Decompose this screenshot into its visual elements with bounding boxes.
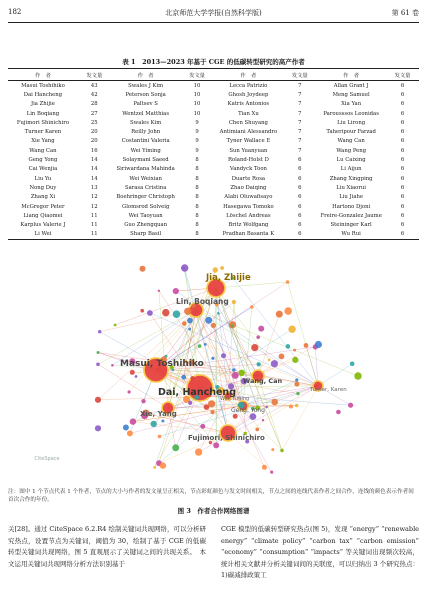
author-name-cell: Boehringer Christoph bbox=[116, 194, 175, 201]
network-node bbox=[95, 425, 101, 431]
network-node bbox=[258, 326, 264, 332]
network-node bbox=[232, 368, 236, 372]
author-name-cell: Glomsrod Solveig bbox=[121, 203, 170, 210]
network-node bbox=[204, 404, 210, 410]
table-header-row bbox=[8, 69, 419, 81]
author-name-cell: Katris Antonios bbox=[227, 101, 270, 108]
network-node bbox=[198, 344, 202, 348]
author-name-cell: Lu Caixing bbox=[336, 157, 366, 164]
network-node bbox=[195, 448, 202, 455]
paper-count-cell: 7 bbox=[298, 119, 302, 126]
figure-caption: 图 3 作者合作网络图谱 bbox=[177, 507, 250, 515]
paper-count-cell: 6 bbox=[400, 101, 405, 108]
author-name-cell: Wang Peng bbox=[336, 147, 367, 154]
table-row bbox=[8, 127, 419, 136]
network-node bbox=[232, 372, 239, 379]
author-name-cell: Löschel Andreas bbox=[226, 212, 271, 219]
paper-count-cell: 6 bbox=[400, 129, 405, 136]
table-row bbox=[8, 155, 419, 164]
author-name-cell: Reilly John bbox=[131, 129, 161, 136]
author-name-cell: Wei Yiming bbox=[130, 147, 161, 154]
table-row bbox=[8, 165, 419, 174]
author-name-cell: Chen Shuyang bbox=[228, 119, 268, 126]
paper-count-cell: 8 bbox=[195, 231, 199, 238]
network-node bbox=[130, 418, 136, 424]
author-name-cell: Zhao Daiqing bbox=[230, 184, 267, 191]
body-column-left: 关[28]。通过 CiteSpace 6.2.R4 绘制关键词共现网络，可以分析研究热点，设置节点为关键词，阈值为 30，绘制了基于 CGE 的低碳转型关键词共现网络，图 5 直观展示了关键词之间的共现关系。 本文运用关键词共现网络分析方法识别基于 bbox=[8, 525, 206, 568]
paper-count-cell: 8 bbox=[195, 203, 199, 210]
author-name-cell: Liu Xiaorui bbox=[336, 184, 367, 191]
network-edge bbox=[112, 310, 196, 365]
network-node bbox=[188, 401, 192, 405]
network-node bbox=[173, 310, 181, 318]
paper-count-cell: 10 bbox=[193, 82, 201, 89]
network-node bbox=[289, 405, 293, 409]
paper-count-cell: 6 bbox=[400, 147, 405, 154]
author-name-cell: Fujimori Shinichiro bbox=[16, 119, 70, 126]
author-name-cell: Wei Weixian bbox=[129, 175, 162, 182]
paper-count-cell: 6 bbox=[298, 194, 302, 201]
network-node bbox=[304, 343, 309, 348]
authors-table bbox=[8, 68, 419, 240]
paper-count-cell: 7 bbox=[298, 147, 302, 154]
author-name-cell: Sarasa Cristina bbox=[124, 184, 167, 191]
table-row bbox=[8, 137, 419, 146]
volume-label: 第 61 卷 bbox=[391, 9, 419, 17]
network-node bbox=[205, 317, 212, 324]
network-node bbox=[187, 318, 193, 324]
network-node bbox=[271, 360, 278, 367]
table-row bbox=[8, 202, 419, 211]
author-name-cell: Ghosh Joydeep bbox=[228, 91, 269, 98]
paper-count-cell: 42 bbox=[90, 91, 98, 98]
author-name-cell: Taheripour Farzad bbox=[326, 129, 376, 136]
network-node bbox=[336, 410, 341, 415]
author-name-cell: Parousssos Leonidas bbox=[323, 110, 379, 117]
author-name-cell: Liu Jiahe bbox=[339, 194, 364, 201]
network-node bbox=[184, 308, 191, 315]
author-name-cell: Xie Yang bbox=[31, 138, 55, 145]
network-node bbox=[262, 419, 264, 421]
paper-count-cell: 9 bbox=[195, 119, 199, 126]
paper-count-cell: 6 bbox=[298, 222, 302, 229]
paper-count-cell: 6 bbox=[400, 194, 405, 201]
network-node bbox=[284, 307, 292, 315]
author-name-cell: Nong Duy bbox=[29, 184, 57, 191]
network-node bbox=[140, 309, 144, 313]
network-node bbox=[190, 376, 194, 380]
paper-count-cell: 8 bbox=[195, 166, 199, 173]
paper-count-cell: 9 bbox=[195, 129, 199, 136]
paper-count-cell: 11 bbox=[90, 212, 98, 219]
network-node bbox=[292, 357, 298, 363]
author-name-cell: Xia Yan bbox=[341, 101, 362, 108]
label-lin: Lin, Boqiang bbox=[176, 297, 229, 306]
network-node bbox=[270, 471, 273, 474]
label-geng: Geng, Yong bbox=[231, 407, 265, 414]
paper-count-cell: 12 bbox=[90, 194, 98, 201]
citespace-logo bbox=[32, 456, 62, 462]
network-node bbox=[232, 300, 236, 304]
paper-count-cell: 7 bbox=[298, 101, 302, 108]
network-edge bbox=[318, 364, 352, 386]
paper-count-cell: 6 bbox=[400, 138, 405, 145]
author-name-cell: Antimiani Alessandro bbox=[219, 129, 278, 136]
author-name-cell: Vandyck Toon bbox=[229, 166, 267, 173]
logo-text: CiteSpace bbox=[34, 456, 60, 462]
network-node bbox=[181, 375, 186, 380]
network-node bbox=[213, 267, 218, 272]
network-node bbox=[220, 266, 224, 270]
network-node bbox=[158, 290, 160, 292]
table-row bbox=[8, 81, 419, 91]
network-node bbox=[141, 399, 145, 403]
paper-count-cell: 6 bbox=[298, 166, 302, 173]
network-node bbox=[265, 406, 268, 409]
header-rule bbox=[8, 22, 419, 23]
network-node bbox=[257, 362, 261, 366]
network-node bbox=[123, 425, 129, 431]
author-name-cell: Wang Can bbox=[29, 147, 57, 154]
author-name-cell: Costantini Valeria bbox=[121, 138, 170, 145]
paper-count-cell: 6 bbox=[298, 184, 302, 191]
author-name-cell: Allan Grant J bbox=[333, 82, 369, 89]
author-name-cell: Alabi Oluwafisayo bbox=[224, 194, 273, 201]
page-number: 182 bbox=[8, 8, 22, 16]
count-header: 发文量 bbox=[394, 72, 411, 79]
network-node bbox=[276, 311, 283, 318]
author-name-cell: Freire-Gonzalez Jaume bbox=[320, 212, 382, 219]
paper-count-cell: 27 bbox=[90, 110, 98, 117]
network-node bbox=[130, 370, 135, 375]
network-node bbox=[239, 370, 245, 376]
paper-count-cell: 11 bbox=[90, 222, 98, 229]
network-node bbox=[271, 399, 278, 406]
label-dai: Dai, Hancheng bbox=[158, 387, 236, 398]
table-row bbox=[8, 109, 419, 118]
author-name-cell: Wang Can bbox=[337, 138, 365, 145]
paper-count-cell: 6 bbox=[400, 203, 405, 210]
network-node bbox=[181, 264, 188, 271]
network-edge bbox=[196, 310, 255, 348]
network-node bbox=[127, 430, 133, 436]
label-jia: Jia, Zhijie bbox=[206, 273, 251, 283]
network-node bbox=[95, 397, 101, 403]
table-row bbox=[8, 100, 419, 109]
network-node bbox=[140, 266, 146, 272]
author-name-cell: McGregor Peter bbox=[21, 203, 65, 210]
paper-count-cell: 6 bbox=[400, 175, 405, 182]
author-name-cell: Steininger Karl bbox=[330, 222, 372, 229]
network-node bbox=[231, 325, 234, 328]
author-name-cell: Peterson Sonja bbox=[125, 91, 166, 98]
network-node bbox=[250, 413, 257, 420]
network-edge bbox=[233, 278, 318, 386]
author-header: 作 者 bbox=[240, 72, 257, 79]
label-masui: Masui, Toshihiko bbox=[120, 359, 204, 369]
author-name-cell: Pradhan Basanta K bbox=[222, 231, 275, 238]
author-name-cell: Liang Qiaomei bbox=[23, 212, 63, 219]
paper-count-cell: 13 bbox=[90, 184, 98, 191]
network-node bbox=[295, 378, 298, 381]
paper-count-cell: 28 bbox=[90, 101, 98, 108]
paper-count-cell: 6 bbox=[298, 175, 302, 182]
paper-count-cell: 9 bbox=[195, 138, 199, 145]
network-node bbox=[262, 465, 267, 470]
network-node bbox=[173, 288, 179, 294]
network-node bbox=[268, 359, 271, 362]
author-name-cell: Lecca Patrizio bbox=[229, 82, 268, 89]
table-row bbox=[8, 146, 419, 155]
network-node bbox=[172, 444, 179, 451]
network-node bbox=[210, 410, 214, 414]
network-node bbox=[296, 392, 299, 395]
paper-count-cell: 6 bbox=[298, 203, 302, 210]
author-name-cell: Turner Karen bbox=[24, 129, 62, 136]
author-name-cell: Geng Yong bbox=[28, 157, 58, 164]
author-name-cell: Meng Samuel bbox=[332, 91, 370, 98]
network-node bbox=[288, 326, 295, 333]
network-node bbox=[315, 341, 322, 348]
author-name-cell: Zhang Xi bbox=[30, 194, 56, 201]
author-name-cell: Swales Kim bbox=[130, 119, 162, 126]
figure-note: 注：图中 1 个节点代表 1 个作者，节点的大小与作者的发文量呈正相关，节点彩虹颜色与发文时间相关，节点之间的连线代表作者之间合作，连线的颜色表示作者间首次合作的年份。 bbox=[8, 489, 414, 503]
author-name-cell: Lin Boqiang bbox=[26, 110, 60, 117]
network-node bbox=[97, 351, 100, 354]
network-node bbox=[271, 448, 274, 451]
author-name-cell: Britz Wolfgang bbox=[228, 222, 269, 229]
network-node bbox=[256, 335, 260, 339]
network-edge bbox=[315, 347, 318, 386]
network-node bbox=[250, 305, 254, 309]
paper-count-cell: 6 bbox=[400, 166, 405, 173]
author-name-cell: Swales J Kim bbox=[128, 82, 164, 89]
body-column-right: CGE 模型的低碳转型研究热点(图 5)，发现 “energy” “renewable energy” “climate policy” “carbon tax” “carbon emission” “economy” “consumption” “impacts” 等关键词出现频次较高，统计相关文献并分析关键词间的关联度，可以归纳出 3 个研究热点：1)碳减排政策工 bbox=[221, 525, 419, 580]
network-node bbox=[153, 466, 156, 469]
network-node bbox=[354, 372, 361, 379]
author-name-cell: Li Wei bbox=[34, 231, 52, 238]
network-node bbox=[221, 353, 226, 358]
network-node bbox=[204, 343, 207, 346]
paper-count-cell: 14 bbox=[90, 166, 98, 173]
table-row bbox=[8, 220, 419, 229]
network-node bbox=[350, 362, 355, 367]
network-node bbox=[200, 424, 205, 429]
network-edge bbox=[156, 370, 242, 373]
paper-count-cell: 14 bbox=[90, 157, 98, 164]
paper-count-cell: 8 bbox=[195, 212, 199, 219]
paper-count-cell: 6 bbox=[400, 119, 405, 126]
paper-count-cell: 9 bbox=[195, 147, 199, 154]
network-node bbox=[162, 309, 169, 316]
paper-count-cell: 6 bbox=[400, 110, 405, 117]
paper-count-cell: 6 bbox=[400, 184, 405, 191]
author-name-cell: Sun Yuanyuan bbox=[229, 147, 268, 154]
author-name-cell: Paltsev S bbox=[133, 101, 158, 108]
author-header: 作 者 bbox=[137, 72, 154, 79]
network-node bbox=[233, 414, 238, 419]
author-name-cell: Wei Taoyuan bbox=[128, 212, 163, 219]
label-xie: Xie, Yang bbox=[140, 410, 177, 418]
network-node bbox=[286, 344, 291, 349]
network-node bbox=[128, 390, 131, 393]
author-header: 作 者 bbox=[343, 72, 360, 79]
running-header bbox=[8, 8, 419, 18]
paper-count-cell: 10 bbox=[193, 91, 201, 98]
network-node bbox=[111, 364, 114, 367]
paper-count-cell: 12 bbox=[90, 203, 98, 210]
author-name-cell: Zhang Xingping bbox=[329, 175, 373, 182]
paper-count-cell: 20 bbox=[90, 129, 98, 136]
paper-count-cell: 6 bbox=[298, 157, 302, 164]
journal-title: 北京师范大学学报(自然科学版) bbox=[165, 9, 262, 17]
author-name-cell: Karplus Valerie J bbox=[20, 222, 66, 229]
network-node bbox=[182, 321, 187, 326]
network-node bbox=[293, 349, 296, 352]
label-wei: Wei, Yiming bbox=[220, 396, 250, 402]
network-node bbox=[158, 435, 162, 439]
paper-count-cell: 10 bbox=[193, 101, 201, 108]
paper-count-cell: 10 bbox=[193, 110, 201, 117]
paper-count-cell: 8 bbox=[195, 157, 199, 164]
paper-count-cell: 6 bbox=[400, 157, 405, 164]
network-node bbox=[213, 442, 219, 448]
network-node bbox=[211, 323, 216, 328]
coauthorship-network bbox=[28, 258, 400, 483]
author-name-cell: Siriwardana Mahinda bbox=[116, 166, 175, 173]
paper-count-cell: 8 bbox=[195, 175, 199, 182]
paper-count-cell: 43 bbox=[90, 82, 98, 89]
network-node bbox=[160, 462, 166, 468]
network-node bbox=[161, 420, 164, 423]
author-name-cell: Wentzel Matthias bbox=[122, 110, 170, 117]
paper-count-cell: 8 bbox=[195, 194, 199, 201]
table-row bbox=[8, 230, 419, 240]
paper-count-cell: 7 bbox=[298, 138, 302, 145]
label-wang: Wang, Can bbox=[243, 377, 283, 385]
label-turner: Turner, Karen bbox=[310, 387, 347, 393]
author-name-cell: Li Aijun bbox=[340, 166, 362, 173]
author-name-cell: Tian Xu bbox=[238, 110, 259, 117]
network-node bbox=[114, 324, 117, 327]
author-name-cell: Liu Lirong bbox=[337, 119, 366, 126]
author-name-cell: Guo Zhengquan bbox=[124, 222, 168, 229]
paper-count-cell: 20 bbox=[90, 138, 98, 145]
network-node bbox=[286, 280, 290, 284]
network-node bbox=[217, 312, 220, 315]
network-node bbox=[151, 421, 157, 427]
paper-count-cell: 8 bbox=[195, 184, 199, 191]
network-node bbox=[280, 449, 284, 453]
paper-count-cell: 6 bbox=[400, 222, 405, 229]
paper-count-cell: 25 bbox=[90, 119, 98, 126]
author-name-cell: Tyner Wallace E bbox=[226, 138, 271, 145]
network-node bbox=[96, 363, 100, 367]
author-name-cell: Liu Yu bbox=[34, 175, 52, 182]
table-row bbox=[8, 174, 419, 183]
count-header: 发文量 bbox=[86, 72, 103, 79]
network-node bbox=[211, 357, 214, 360]
author-name-cell: Roland-Holst D bbox=[227, 157, 269, 164]
table-row bbox=[8, 183, 419, 192]
author-name-cell: Dai Hancheng bbox=[23, 91, 63, 98]
paper-count-cell: 7 bbox=[298, 129, 302, 136]
author-name-cell: Jia Zhijie bbox=[30, 101, 55, 108]
paper-count-cell: 11 bbox=[90, 231, 98, 238]
network-node bbox=[147, 310, 153, 316]
network-node bbox=[188, 328, 191, 331]
network-node bbox=[255, 428, 259, 432]
author-name-cell: Duarte Rosa bbox=[231, 175, 266, 182]
network-node bbox=[294, 382, 299, 387]
paper-count-cell: 6 bbox=[298, 212, 302, 219]
count-header: 发文量 bbox=[291, 72, 308, 79]
label-fuji: Fujimori, Shinichiro bbox=[188, 434, 265, 442]
paper-count-cell: 6 bbox=[400, 91, 405, 98]
network-node bbox=[295, 404, 299, 408]
paper-count-cell: 6 bbox=[400, 82, 405, 89]
network-node bbox=[98, 330, 101, 333]
network-node bbox=[348, 403, 353, 408]
paper-count-cell: 8 bbox=[195, 222, 199, 229]
author-name-cell: Solaymani Saeed bbox=[122, 157, 169, 164]
author-name-cell: Sharp Basil bbox=[130, 231, 162, 238]
paper-count-cell: 7 bbox=[298, 110, 302, 117]
table-row bbox=[8, 118, 419, 127]
paper-count-cell: 6 bbox=[400, 231, 405, 238]
network-node bbox=[135, 375, 138, 378]
paper-count-cell: 16 bbox=[90, 147, 98, 154]
network-node bbox=[251, 344, 258, 351]
table-caption: 表 1 2013—2023 年基于 CGE 的低碳转型研究的高产作者 bbox=[122, 58, 305, 66]
table-row bbox=[8, 211, 419, 220]
paper-count-cell: 7 bbox=[298, 82, 302, 89]
table-row bbox=[8, 193, 419, 202]
author-name-cell: Cai Wenjia bbox=[28, 166, 58, 173]
paper-count-cell: 6 bbox=[400, 212, 405, 219]
author-name-cell: Masui Toshihiko bbox=[21, 82, 65, 89]
paper-count-cell: 6 bbox=[298, 231, 302, 238]
author-header: 作 者 bbox=[34, 72, 51, 79]
paper-count-cell: 7 bbox=[298, 91, 302, 98]
table-row bbox=[8, 90, 419, 99]
author-name-cell: Hasegawa Tomoko bbox=[223, 203, 274, 210]
count-header: 发文量 bbox=[189, 72, 205, 79]
network-node bbox=[279, 354, 285, 360]
paper-count-cell: 14 bbox=[90, 175, 98, 182]
author-name-cell: Hartono Djoni bbox=[332, 203, 371, 210]
author-name-cell: Wu Rui bbox=[341, 231, 361, 238]
